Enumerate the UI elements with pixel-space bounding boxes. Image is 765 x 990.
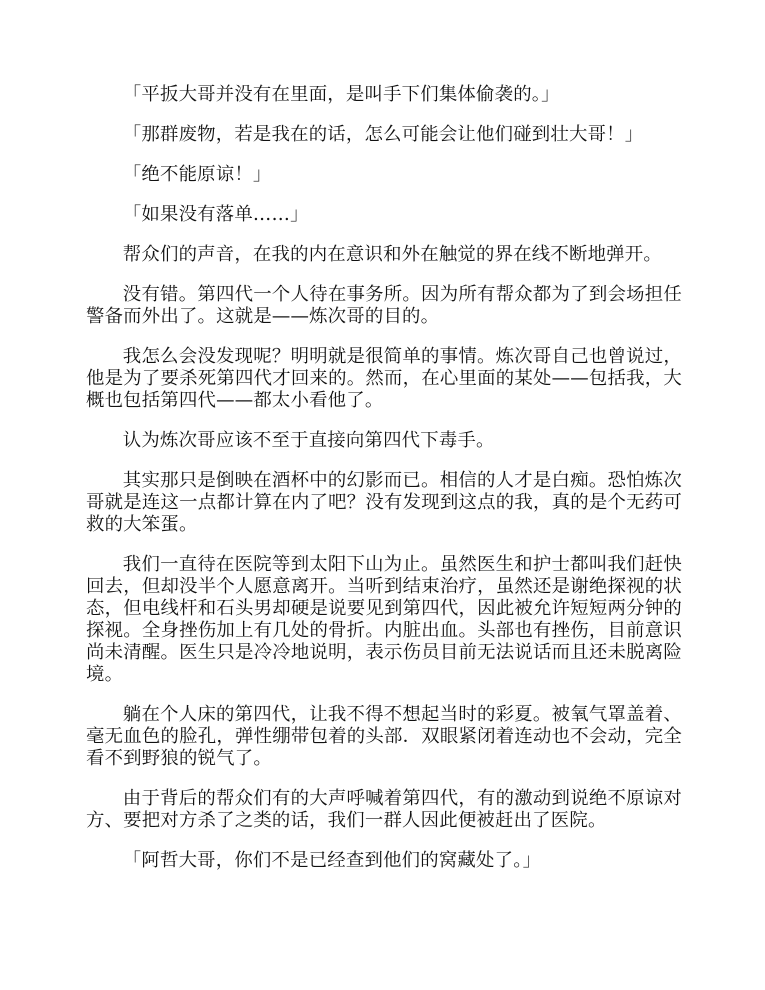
paragraph: 「如果没有落单……」	[122, 204, 309, 225]
paragraph: 帮众们的声音，在我的内在意识和外在触觉的界在线不断地弹开。	[122, 244, 662, 265]
paragraph: 由于背后的帮众们有的大声呼喊着第四代，有的激动到说绝不原谅对方、要把对方杀了之类的话，我们一群人因此便被赶出了医院。	[86, 788, 682, 831]
paragraph: 没有错。第四代一个人待在事务所。因为所有帮众都为了到会场担任警备而外出了。这就是——炼次哥的目的。	[86, 284, 682, 327]
paragraph: 「绝不能原谅！」	[122, 164, 272, 185]
paragraph: 「阿哲大哥，你们不是已经查到他们的窝藏处了。」	[122, 850, 542, 871]
paragraph: 「平扳大哥并没有在里面，是叫手下们集体偷袭的。」	[122, 84, 560, 105]
paragraph: 我们一直待在医院等到太阳下山为止。虽然医生和护士都叫我们赶快回去，但却没半个人愿意离开。当听到结束治疗，虽然还是谢绝探视的状态，但电线杆和石头男却硬是说要见到第四代，因此被允许短短两分钟的探视。全身挫伤加上有几处的骨折。内脏出血。头部也有挫伤，目前意识尚未清醒。医生只是冷冷地说明，表示伤员目前无法说话而且还未脱离险境。	[86, 554, 682, 685]
paragraph: 躺在个人床的第四代，让我不得不想起当时的彩夏。被氧气罩盖着、毫无血色的脸孔，弹性绷带包着的头部．双眼紧闭着连动也不会动，完全看不到野狼的锐气了。	[86, 704, 682, 769]
paragraph: 认为炼次哥应该不至于直接向第四代下毒手。	[122, 430, 495, 451]
paragraph: 「那群废物，若是我在的话，怎么可能会让他们碰到壮大哥！」	[122, 124, 644, 145]
document-page	[86, 84, 682, 890]
paragraph: 其实那只是倒映在酒杯中的幻影而已。相信的人才是白痴。恐怕炼次哥就是连这一点都计算在内了吧？没有发现到这点的我，真的是个无药可救的大笨蛋。	[86, 470, 682, 535]
paragraph: 我怎么会没发现呢？明明就是很简单的事情。炼次哥自己也曾说过，他是为了要杀死第四代才回来的。然而，在心里面的某处——包括我，大概也包括第四代——都太小看他了。	[86, 346, 682, 411]
